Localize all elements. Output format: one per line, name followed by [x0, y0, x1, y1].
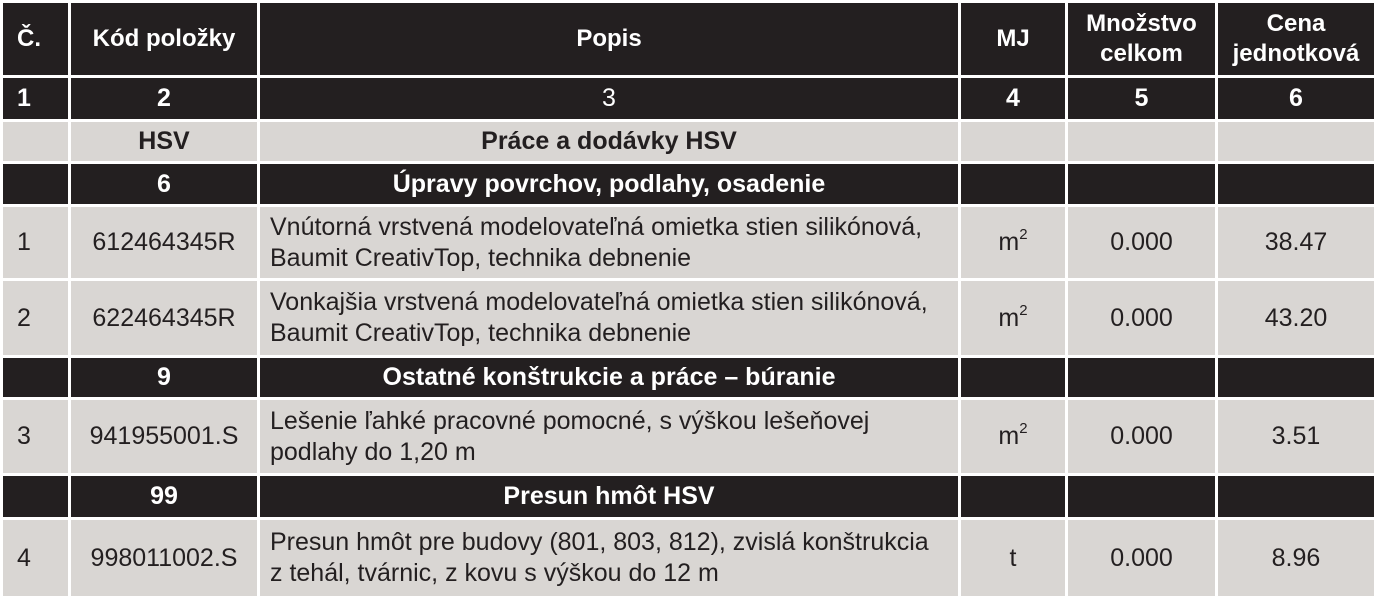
item-unit: $m^2$: [960, 280, 1067, 357]
item-no: 3: [2, 399, 70, 475]
column-number: 6: [1217, 77, 1374, 121]
item-qty: 0.000: [1067, 399, 1217, 475]
item-desc: Vonkajšia vrstvená modelovateľná omietka stien silikónová, Baumit CreativTop, technika debnenie: [259, 280, 960, 357]
header-qty: [1067, 2, 1217, 77]
header-qty-line1: Množstvo: [1086, 10, 1197, 37]
group-code: HSV: [70, 121, 259, 163]
group-row: [2, 121, 1374, 163]
table-row: [2, 519, 1374, 598]
column-number: 1: [2, 77, 70, 121]
table-row: [2, 280, 1374, 357]
item-price: 8.96: [1217, 519, 1374, 598]
item-unit: $m^2$: [960, 399, 1067, 475]
item-desc: Vnútorná vrstvená modelovateľná omietka stien silikónová, Baumit CreativTop, technika debnenie: [259, 206, 960, 280]
column-number: 3: [259, 77, 960, 121]
section-title: Presun hmôt HSV: [259, 475, 960, 519]
header-unit: MJ: [960, 2, 1067, 77]
table-row: [2, 206, 1374, 280]
header-qty-line2: celkom: [1100, 40, 1183, 67]
header-price-line1: Cena: [1267, 10, 1326, 37]
section-title: Ostatné konštrukcie a práce – búranie: [259, 357, 960, 399]
column-number: 4: [960, 77, 1067, 121]
column-number: 5: [1067, 77, 1217, 121]
item-price: 3.51: [1217, 399, 1374, 475]
item-no: 4: [2, 519, 70, 598]
item-no: 1: [2, 206, 70, 280]
item-unit: $m^2$: [960, 206, 1067, 280]
header-row: [2, 2, 1374, 77]
item-qty: 0.000: [1067, 206, 1217, 280]
section-code: 9: [70, 357, 259, 399]
section-row: [2, 163, 1374, 206]
item-no: 2: [2, 280, 70, 357]
column-number-row: [2, 77, 1374, 121]
section-title: Úpravy povrchov, podlahy, osadenie: [259, 163, 960, 206]
item-qty: 0.000: [1067, 280, 1217, 357]
section-row: [2, 357, 1374, 399]
header-price-line2: jednotková: [1233, 40, 1360, 67]
header-code: Kód položky: [70, 2, 259, 77]
item-code: 941955001.S: [70, 399, 259, 475]
item-price: 43.20: [1217, 280, 1374, 357]
item-desc: Presun hmôt pre budovy (801, 803, 812), zvislá konštrukcia z tehál, tvárnic, z kovu s výškou do 12 m: [259, 519, 960, 598]
group-title: Práce a dodávky HSV: [259, 121, 960, 163]
item-code: 622464345R: [70, 280, 259, 357]
item-code: 612464345R: [70, 206, 259, 280]
section-row: [2, 475, 1374, 519]
item-unit: t: [960, 519, 1067, 598]
header-price: [1217, 2, 1374, 77]
item-desc: Lešenie ľahké pracovné pomocné, s výškou lešeňovej podlahy do 1,20 m: [259, 399, 960, 475]
table-row: [2, 399, 1374, 475]
column-number: 2: [70, 77, 259, 121]
section-code: 6: [70, 163, 259, 206]
header-c: Č.: [2, 2, 70, 77]
item-qty: 0.000: [1067, 519, 1217, 598]
section-code: 99: [70, 475, 259, 519]
header-desc: Popis: [259, 2, 960, 77]
item-code: 998011002.S: [70, 519, 259, 598]
item-price: 38.47: [1217, 206, 1374, 280]
